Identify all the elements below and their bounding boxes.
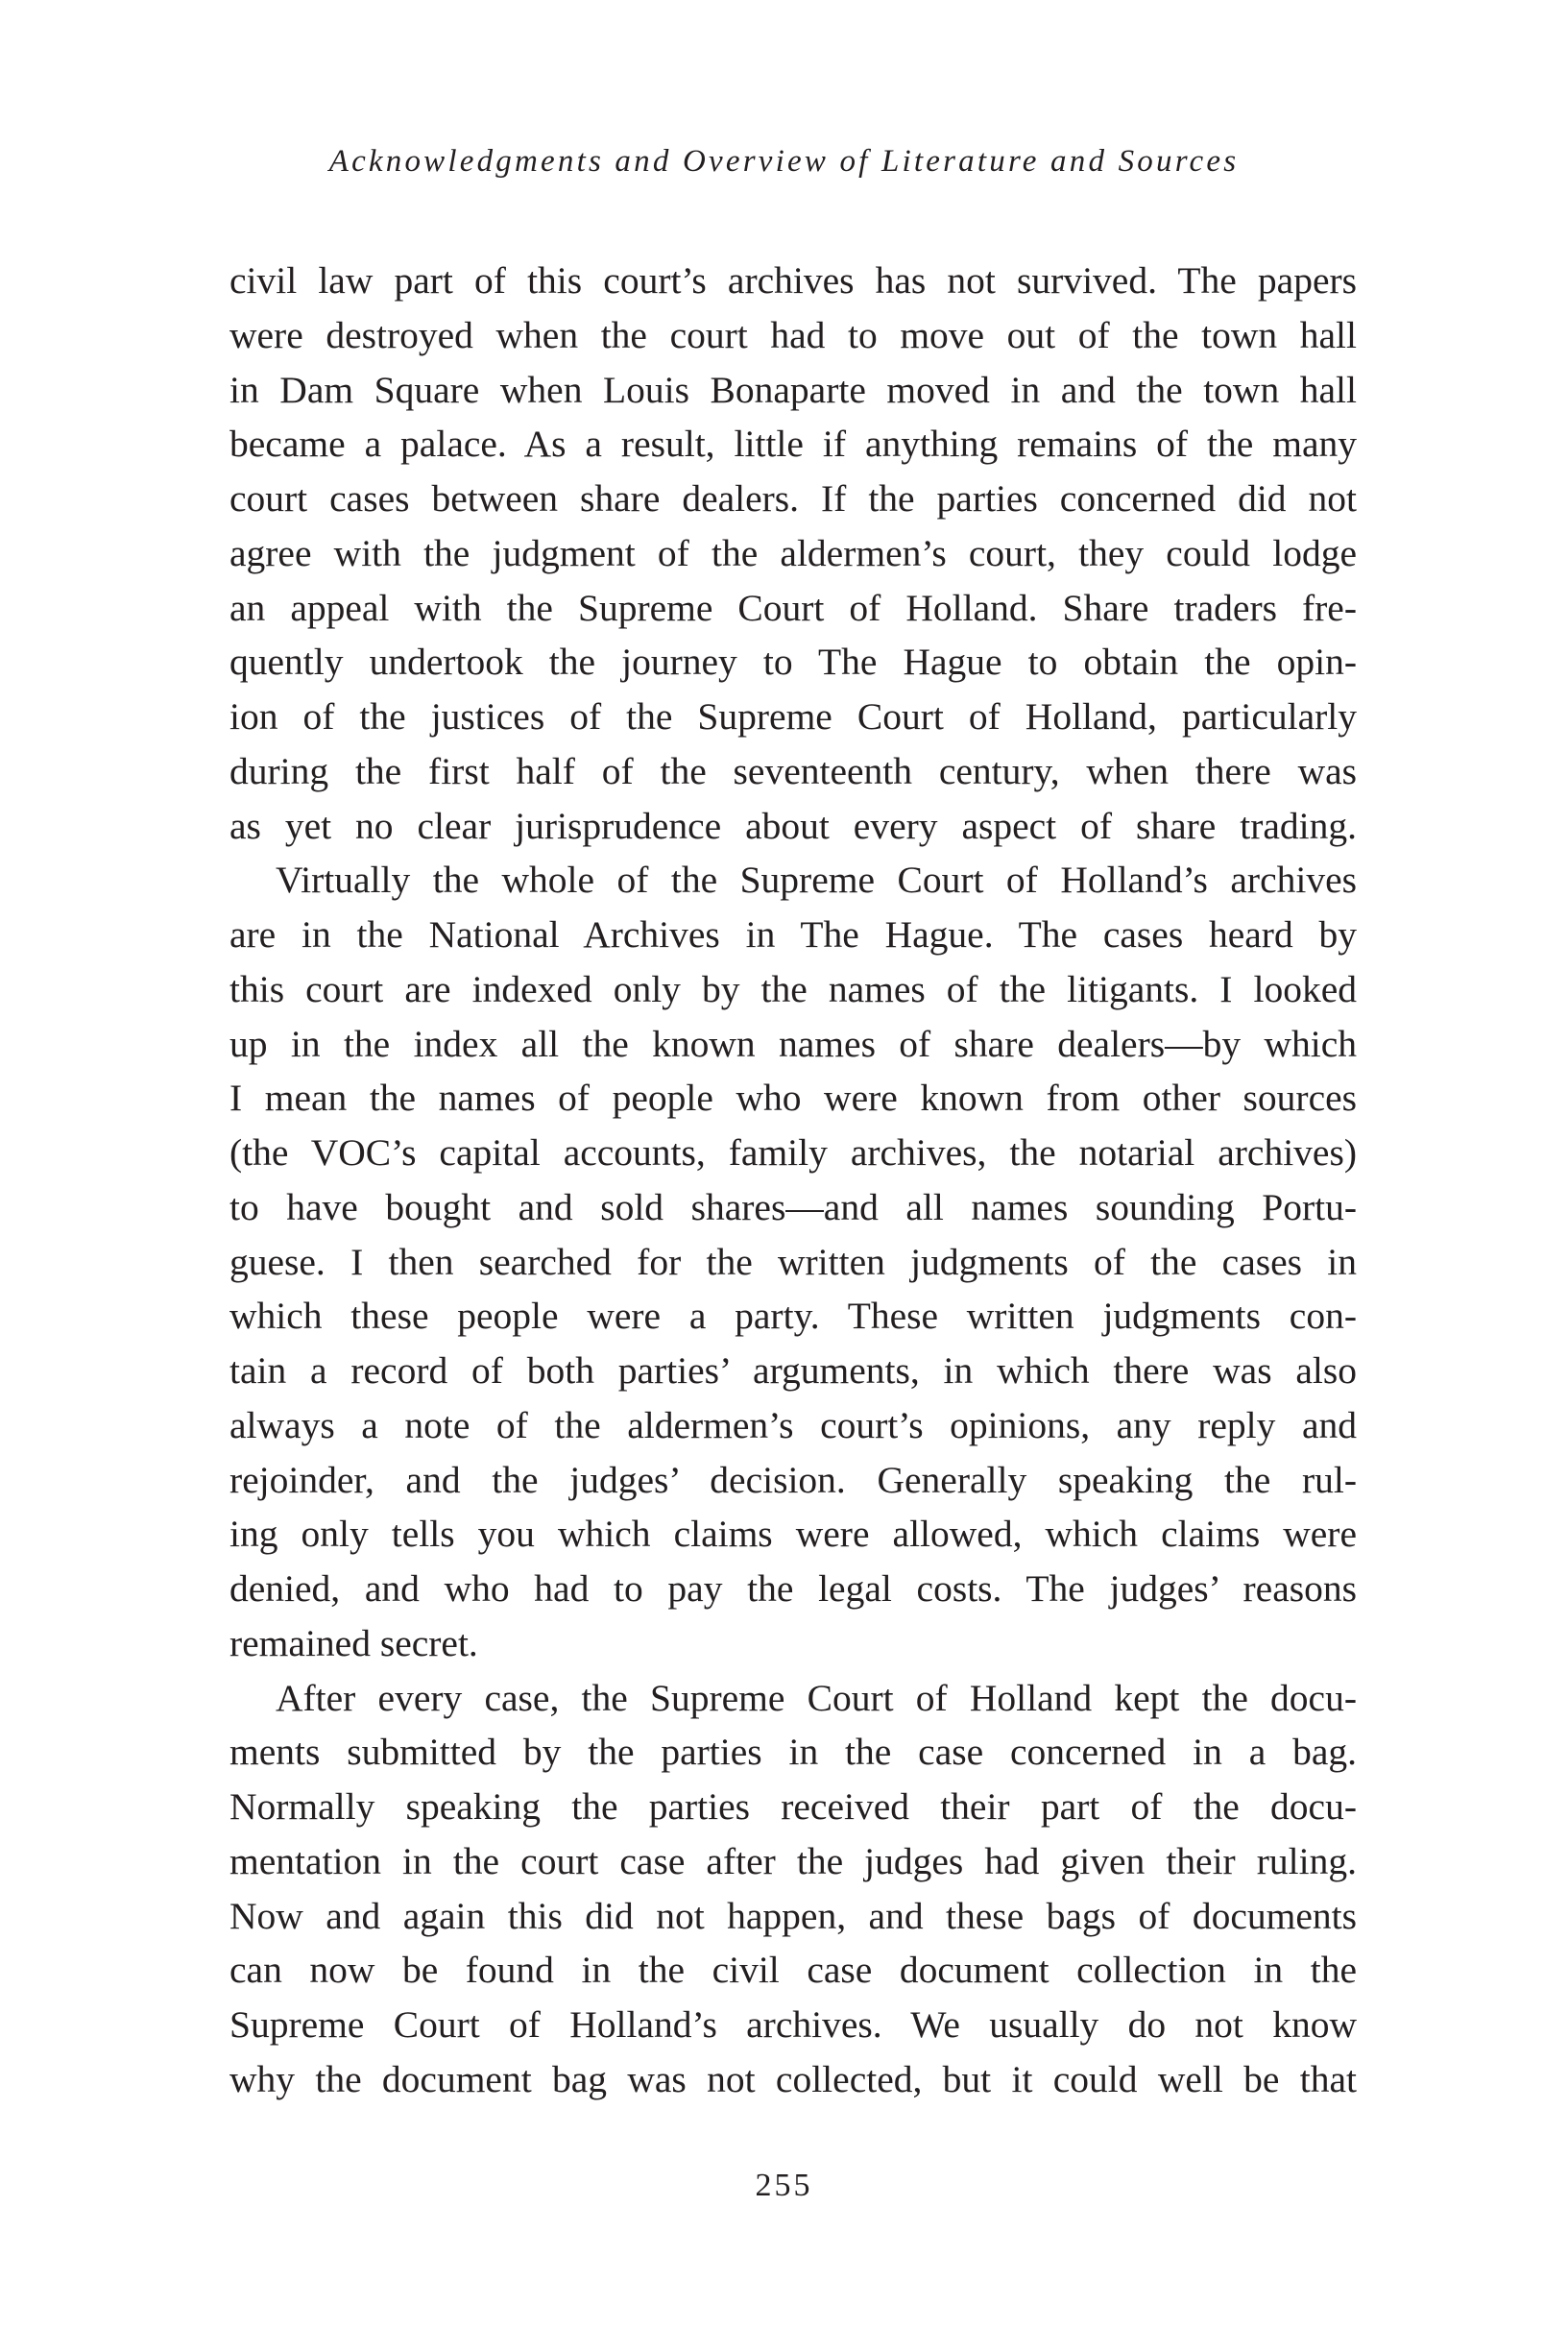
body-text: [229, 254, 1357, 2107]
text-line: civil law part of this court’s archives has not survived. The papers: [229, 259, 1357, 302]
text-line: to have bought and sold shares—and all names sounding Portu-: [229, 1185, 1357, 1228]
text-line: Now and again this did not happen, and these bags of documents: [229, 1894, 1357, 1937]
text-line: why the document bag was not collected, but it could well be that: [229, 2057, 1357, 2100]
text-line: during the first half of the seventeenth century, when there was: [229, 749, 1357, 792]
paragraph-2: [229, 853, 1357, 1670]
text-line: up in the index all the known names of share dealers—by which: [229, 1022, 1357, 1065]
text-line: quently undertook the journey to The Hague to obtain the opin-: [229, 641, 1357, 684]
paragraph-3: [229, 1671, 1357, 2107]
text-line: After every case, the Supreme Court of Holland kept the docu-: [276, 1676, 1357, 1719]
text-line: rejoinder, and the judges’ decision. Generally speaking the rul-: [229, 1458, 1357, 1501]
text-line: are in the National Archives in The Hague. The cases heard by: [229, 913, 1357, 956]
text-line: which these people were a party. These written judgments con-: [229, 1295, 1357, 1338]
text-line: Normally speaking the parties received their part of the docu-: [229, 1785, 1357, 1828]
text-line: guese. I then searched for the written judgments of the cases in: [229, 1240, 1357, 1283]
text-line: I mean the names of people who were known from other sources: [229, 1077, 1357, 1120]
text-line: tain a record of both parties’ arguments, in which there was also: [229, 1349, 1357, 1392]
text-line: remained secret.: [229, 1621, 478, 1664]
text-line: denied, and who had to pay the legal costs. The judges’ reasons: [229, 1567, 1357, 1610]
text-line: can now be found in the civil case document collection in the: [229, 1949, 1357, 1992]
text-line: an appeal with the Supreme Court of Holland. Share traders fre-: [229, 586, 1357, 629]
text-line: became a palace. As a result, little if anything remains of the many: [229, 423, 1357, 466]
text-line: Supreme Court of Holland’s archives. We usually do not know: [229, 2003, 1357, 2046]
text-line: this court are indexed only by the names of the litigants. I looked: [229, 967, 1357, 1010]
text-line: in Dam Square when Louis Bonaparte moved in and the town hall: [229, 368, 1357, 411]
text-line: court cases between share dealers. If the parties concerned did not: [229, 477, 1357, 520]
text-line: mentation in the court case after the judges had given their ruling.: [229, 1839, 1357, 1882]
text-line: ion of the justices of the Supreme Court of Holland, particularly: [229, 695, 1357, 738]
text-line: Virtually the whole of the Supreme Court of Holland’s archives: [276, 859, 1357, 902]
text-line: always a note of the aldermen’s court’s opinions, any reply and: [229, 1403, 1357, 1446]
text-line: (the VOC’s capital accounts, family archives, the notarial archives): [229, 1131, 1357, 1174]
text-line: ments submitted by the parties in the case concerned in a bag.: [229, 1731, 1357, 1774]
running-head: Acknowledgments and Overview of Literature and Sources: [328, 144, 1240, 179]
page-number: 255: [755, 2168, 813, 2203]
text-line: as yet no clear jurisprudence about every aspect of share trading.: [229, 804, 1357, 847]
text-line: ing only tells you which claims were allowed, which claims were: [229, 1513, 1357, 1556]
text-line: agree with the judgment of the aldermen’s court, they could lodge: [229, 531, 1357, 574]
text-line: were destroyed when the court had to move out of the town hall: [229, 313, 1357, 356]
paragraph-1: [229, 254, 1357, 853]
